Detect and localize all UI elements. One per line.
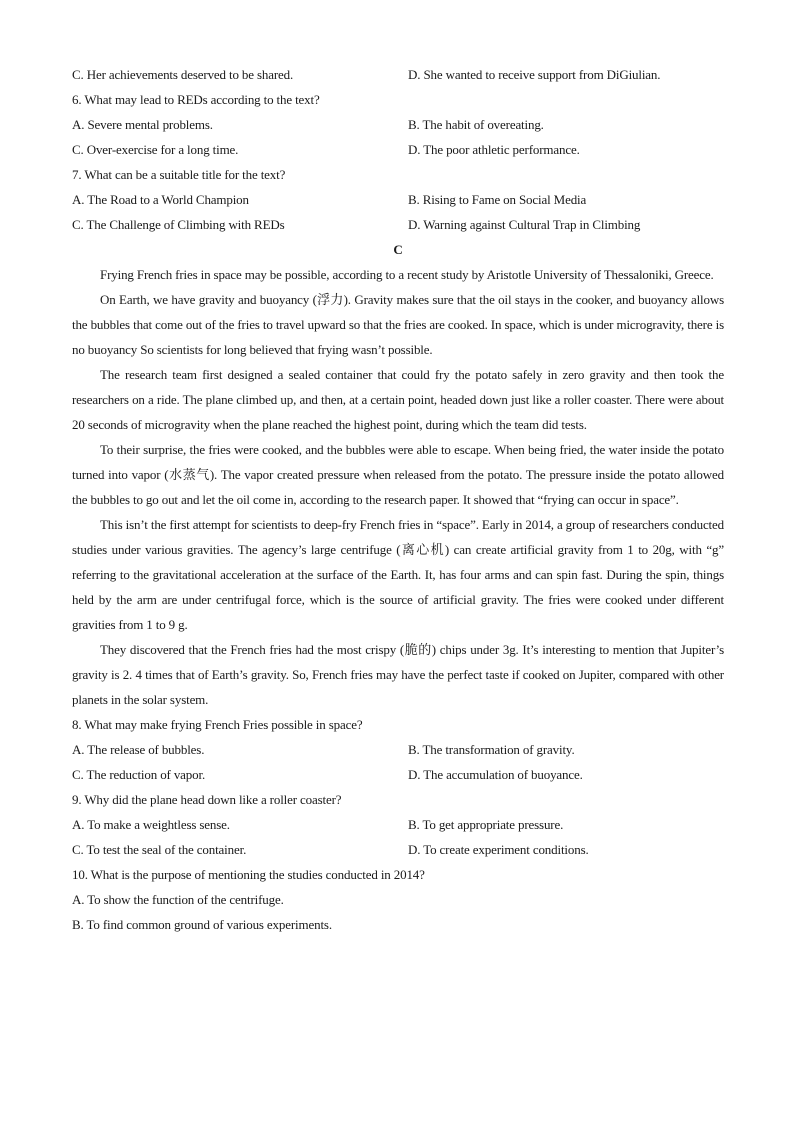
q8-option-b: B. The transformation of gravity. — [408, 742, 575, 757]
document-page — [72, 62, 724, 937]
q7-option-d: D. Warning against Cultural Trap in Climbing — [408, 217, 641, 232]
q6-options-row-1 — [72, 112, 724, 137]
q6-option-b: B. The habit of overeating. — [408, 117, 544, 132]
q10-option-a: A. To show the function of the centrifuge. — [72, 892, 284, 907]
q9-option-d: D. To create experiment conditions. — [408, 842, 589, 857]
q7-stem: 7. What can be a suitable title for the text? — [72, 167, 286, 182]
section-c-heading: C — [393, 242, 403, 257]
q9-options-row-2 — [72, 837, 724, 862]
q8-option-c: C. The reduction of vapor. — [72, 767, 206, 782]
q8-option-a: A. The release of bubbles. — [72, 742, 205, 757]
q10-option-b: B. To find common ground of various experiments. — [72, 917, 332, 932]
passage-paragraph-4: To their surprise, the fries were cooked, and the bubbles were able to escape. When being fried, the water inside the potato turned into vapor (水蒸气). The vapor created pressure when released from the potato. The pressure inside the potato allowed the bubbles to go out and let the oil come in, according to the research paper. It showed that “frying can occur in space”. — [72, 442, 724, 507]
q9-option-b: B. To get appropriate pressure. — [408, 817, 564, 832]
passage-paragraph-3: The research team first designed a sealed container that could fry the potato safely in zero gravity and then took the researchers on a ride. The plane climbed up, and then, at a certain point, headed down just like a roller coaster. There were about 20 seconds of microgravity when the plane reached the highest point, during which the team did tests. — [72, 367, 724, 432]
passage-paragraph-1: Frying French fries in space may be possible, according to a recent study by Aristotle University of Thessaloniki, Greece. — [100, 267, 714, 282]
q7-option-c: C. The Challenge of Climbing with REDs — [72, 217, 285, 232]
q9-stem: 9. Why did the plane head down like a roller coaster? — [72, 792, 342, 807]
q8-options-row-1 — [72, 737, 724, 762]
q7-option-b: B. Rising to Fame on Social Media — [408, 192, 587, 207]
q6-option-a: A. Severe mental problems. — [72, 117, 213, 132]
q8-option-d: D. The accumulation of buoyance. — [408, 767, 583, 782]
q6-stem: 6. What may lead to REDs according to the text? — [72, 92, 320, 107]
q6-option-c: C. Over-exercise for a long time. — [72, 142, 239, 157]
passage-paragraph-6: They discovered that the French fries had the most crispy (脆的) chips under 3g. It’s interesting to mention that Jupiter’s gravity is 2. 4 times that of Earth’s gravity. So, French fries may have the perfect taste if cooked on Jupiter, compared with other planets in the solar system. — [72, 642, 724, 707]
q7-options-row-2 — [72, 212, 724, 237]
passage-paragraph-5: This isn’t the first attempt for scientists to deep-fry French fries in “space”. Early in 2014, a group of researchers conducted studies under various gravities. The agency’s large centrifuge (离心机) can create artificial gravity from 1 to 20g, with “g” referring to the gravitational acceleration at the surface of the Earth. It, has four arms and can spin fast. During the spin, things held by the arm are under centrifugal force, which is the source of artificial gravity. The fries were cooked under different gravities from 1 to 9 g. — [72, 517, 724, 632]
q8-stem: 8. What may make frying French Fries possible in space? — [72, 717, 363, 732]
q5-options-row-2 — [72, 62, 724, 87]
q7-option-a: A. The Road to a World Champion — [72, 192, 249, 207]
q5-option-d: D. She wanted to receive support from DiGiulian. — [408, 67, 661, 82]
q7-options-row-1 — [72, 187, 724, 212]
q8-options-row-2 — [72, 762, 724, 787]
q6-option-d: D. The poor athletic performance. — [408, 142, 580, 157]
passage-paragraph-2: On Earth, we have gravity and buoyancy (浮力). Gravity makes sure that the oil stays in the cooker, and buoyancy allows the bubbles that come out of the fries to travel upward so that the fries are cooked. In space, which is under microgravity, there is no buoyancy So scientists for long believed that frying wasn’t possible. — [72, 292, 724, 357]
q9-option-c: C. To test the seal of the container. — [72, 842, 247, 857]
q10-stem: 10. What is the purpose of mentioning the studies conducted in 2014? — [72, 867, 425, 882]
q5-option-c: C. Her achievements deserved to be shared. — [72, 67, 294, 82]
q6-options-row-2 — [72, 137, 724, 162]
q9-options-row-1 — [72, 812, 724, 837]
q9-option-a: A. To make a weightless sense. — [72, 817, 230, 832]
